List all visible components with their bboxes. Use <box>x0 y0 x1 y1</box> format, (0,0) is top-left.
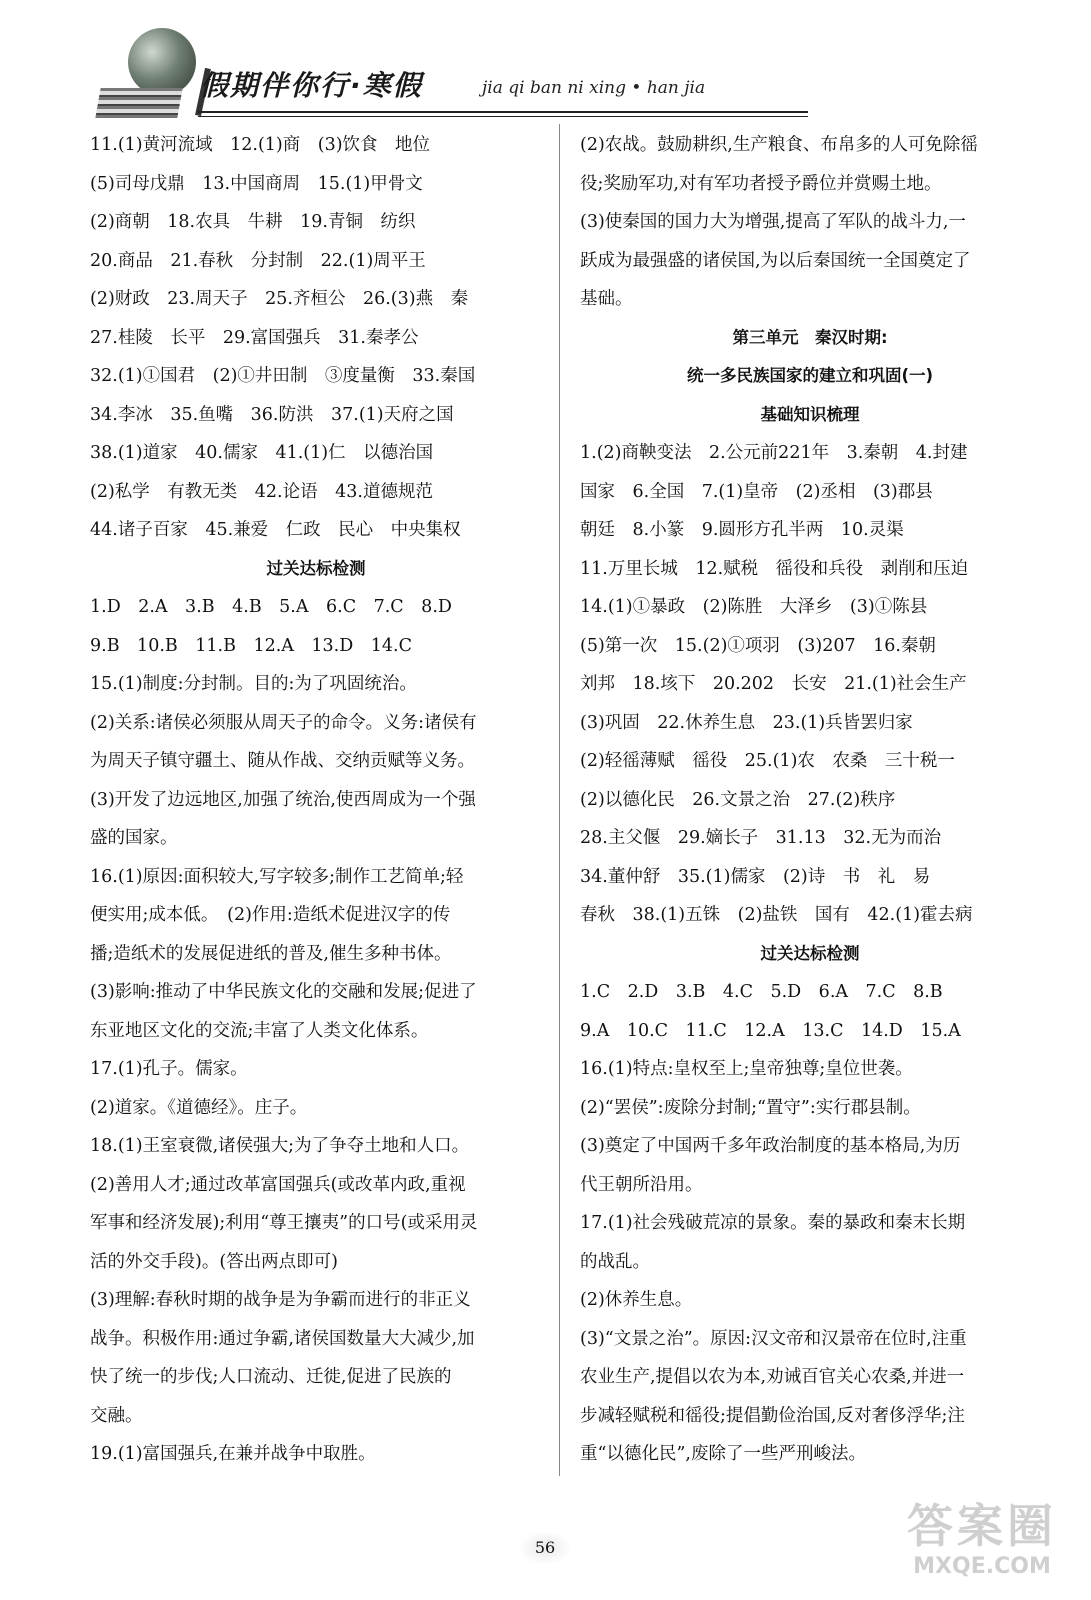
answer-line: 国家 6.全国 7.(1)皇帝 (2)丞相 (3)郡县 <box>580 481 933 502</box>
answer-line: 18.(1)王室衰微,诸侯强大;为了争夺土地和人口。 <box>90 1136 470 1156</box>
answer-line: 役;奖励军功,对有军功者授予爵位并赏赐土地。 <box>580 173 942 194</box>
answer-line: (5)第一次 15.(2)①项羽 (3)207 16.秦朝 <box>580 635 936 656</box>
answer-line: (5)司母戊鼎 13.中国商周 15.(1)甲骨文 <box>90 173 423 194</box>
answer-line: (2)私学 有教无类 42.论语 43.道德规范 <box>90 481 433 502</box>
answer-line: 20.商品 21.春秋 分封制 22.(1)周平王 <box>90 250 426 271</box>
answer-line: 14.(1)①暴政 (2)陈胜 大泽乡 (3)①陈县 <box>580 597 928 617</box>
answer-line: 34.李冰 35.鱼嘴 36.防洪 37.(1)天府之国 <box>90 404 454 425</box>
answer-line: (2)商朝 18.农具 牛耕 19.青铜 纺织 <box>90 212 416 232</box>
answer-line: 农业生产,提倡以农为本,劝诫百官关心农桑,并进一 <box>580 1367 965 1387</box>
answer-line: (2)善用人才;通过改革富国强兵(或改革内政,重视 <box>90 1174 466 1195</box>
answer-line: 活的外交手段)。(答出两点即可) <box>90 1251 338 1272</box>
answer-line: (2)关系:诸侯必须服从周天子的命令。义务:诸侯有 <box>90 712 477 733</box>
book-title-pinyin: jia qi ban ni xing • han jia <box>482 78 706 98</box>
answer-line: (3)奠定了中国两千多年政治制度的基本格局,为历 <box>580 1136 961 1156</box>
answer-line: (2)“罢侯”:废除分封制;“置守”:实行郡县制。 <box>580 1097 921 1118</box>
answer-line: 基础知识梳理 <box>760 404 860 424</box>
answer-line: (3)开发了边远地区,加强了统治,使西周成为一个强 <box>90 789 476 810</box>
answer-line: 38.(1)道家 40.儒家 41.(1)仁 以德治国 <box>90 443 434 463</box>
answer-line: 战争。积极作用:通过争霸,诸侯国数量大大减少,加 <box>90 1328 475 1349</box>
answer-line: (2)农战。鼓励耕织,生产粮食、布帛多的人可免除徭 <box>580 135 978 155</box>
answer-line: 跃成为最强盛的诸侯国,为以后秦国统一全国奠定了 <box>580 250 971 271</box>
answer-line: 17.(1)社会残破荒凉的景象。秦的暴政和秦末长期 <box>580 1213 966 1233</box>
answer-line: 为周天子镇守疆土、随从作战、交纳贡赋等义务。 <box>90 751 475 771</box>
answer-line: 基础。 <box>580 289 633 309</box>
answer-line: 34.董仲舒 35.(1)儒家 (2)诗 书 礼 易 <box>580 866 931 887</box>
answer-line: 16.(1)原因:面积较大,写字较多;制作工艺简单;轻 <box>90 866 464 887</box>
watermark-logo-text: 答案圈 <box>907 1499 1057 1553</box>
answer-line: 过关达标检测 <box>760 943 860 963</box>
answer-line: 军事和经济发展);利用“尊王攘夷”的口号(或采用灵 <box>90 1213 478 1233</box>
answer-line: (3)使秦国的国力大为增强,提高了军队的战斗力,一 <box>580 212 966 232</box>
answer-line: (2)财政 23.周天子 25.齐桓公 26.(3)燕 秦 <box>90 289 469 309</box>
header-rule <box>198 111 808 113</box>
answer-line: 27.桂陵 长平 29.富国强兵 31.秦孝公 <box>90 327 419 348</box>
answer-line: 重“以德化民”,废除了一些严刑峻法。 <box>580 1444 866 1464</box>
answer-line: (3)理解:春秋时期的战争是为争霸而进行的非正义 <box>90 1290 471 1310</box>
answer-line: 9.A 10.C 11.C 12.A 13.C 14.D 15.A <box>580 1020 961 1041</box>
answer-line: 1.D 2.A 3.B 4.B 5.A 6.C 7.C 8.D <box>90 597 452 617</box>
answer-line: 16.(1)特点:皇权至上;皇帝独尊;皇位世袭。 <box>580 1059 913 1079</box>
column-divider <box>559 124 560 1476</box>
answer-line: 过关达标检测 <box>266 558 366 578</box>
answer-line: 的战乱。 <box>580 1251 650 1272</box>
books-icon <box>95 88 182 118</box>
answer-line: (3)巩固 22.休养生息 23.(1)兵皆罢归家 <box>580 712 913 733</box>
answer-line: 1.(2)商鞅变法 2.公元前221年 3.秦朝 4.封建 <box>580 443 968 463</box>
watermark-site: MXQE.COM <box>913 1554 1051 1579</box>
answer-line: 播;造纸术的发展促进纸的普及,催生多种书体。 <box>90 943 452 964</box>
answer-line: 15.(1)制度:分封制。目的:为了巩固统治。 <box>90 674 417 694</box>
answer-line: 盛的国家。 <box>90 828 178 848</box>
page-number: 56 <box>520 1532 570 1564</box>
answer-line: (3)“文景之治”。原因:汉文帝和汉景帝在位时,注重 <box>580 1328 967 1349</box>
answer-line: 11.万里长城 12.赋税 徭役和兵役 剥削和压迫 <box>580 558 969 579</box>
header-rule-thin <box>198 116 808 117</box>
answer-line: (2)轻徭薄赋 徭役 25.(1)农 农桑 三十税一 <box>580 751 955 771</box>
right-column <box>580 126 1040 1474</box>
answer-line: 统一多民族国家的建立和巩固(一) <box>686 366 934 385</box>
page-header <box>88 28 808 118</box>
book-title: 假期伴你行·寒假 <box>200 69 423 102</box>
answer-line: 17.(1)孔子。儒家。 <box>90 1059 248 1079</box>
answer-line: 刘邦 18.垓下 20.202 长安 21.(1)社会生产 <box>580 674 967 694</box>
answer-line: 44.诸子百家 45.兼爱 仁政 民心 中央集权 <box>90 520 461 540</box>
watermark <box>882 1498 1082 1590</box>
answer-line: 便实用;成本低。 (2)作用:造纸术促进汉字的传 <box>90 905 451 925</box>
answer-line: 春秋 38.(1)五铢 (2)盐铁 国有 42.(1)霍去病 <box>580 905 973 925</box>
answer-line: (2)休养生息。 <box>580 1290 693 1310</box>
answer-line: 交融。 <box>90 1405 143 1426</box>
answer-line: (2)以德化民 26.文景之治 27.(2)秩序 <box>580 789 896 810</box>
answer-line: 32.(1)①国君 (2)①井田制 ③度量衡 33.秦国 <box>90 366 476 386</box>
left-column <box>90 126 542 1474</box>
answer-line: 代王朝所沿用。 <box>580 1174 703 1195</box>
answer-line: 1.C 2.D 3.B 4.C 5.D 6.A 7.C 8.B <box>580 982 943 1002</box>
answer-line: (2)道家。《道德经》。庄子。 <box>90 1097 308 1118</box>
answer-line: 步减轻赋税和徭役;提倡勤俭治国,反对奢侈浮华;注 <box>580 1405 965 1426</box>
answer-line: 28.主父偃 29.嫡长子 31.13 32.无为而治 <box>580 828 942 848</box>
answer-line: (3)影响:推动了中华民族文化的交融和发展;促进了 <box>90 982 477 1002</box>
answer-line: 19.(1)富国强兵,在兼并战争中取胜。 <box>90 1444 376 1464</box>
answer-line: 11.(1)黄河流域 12.(1)商 (3)饮食 地位 <box>90 135 431 155</box>
answer-line: 快了统一的步伐;人口流动、迁徙,促进了民族的 <box>90 1367 452 1387</box>
globe-icon <box>128 28 196 96</box>
answer-line: 东亚地区文化的交流;丰富了人类文化体系。 <box>90 1020 429 1041</box>
answer-line: 朝廷 8.小篆 9.圆形方孔半两 10.灵渠 <box>580 520 904 540</box>
answer-line: 9.B 10.B 11.B 12.A 13.D 14.C <box>90 635 412 656</box>
answer-line: 第三单元 秦汉时期: <box>732 327 888 347</box>
